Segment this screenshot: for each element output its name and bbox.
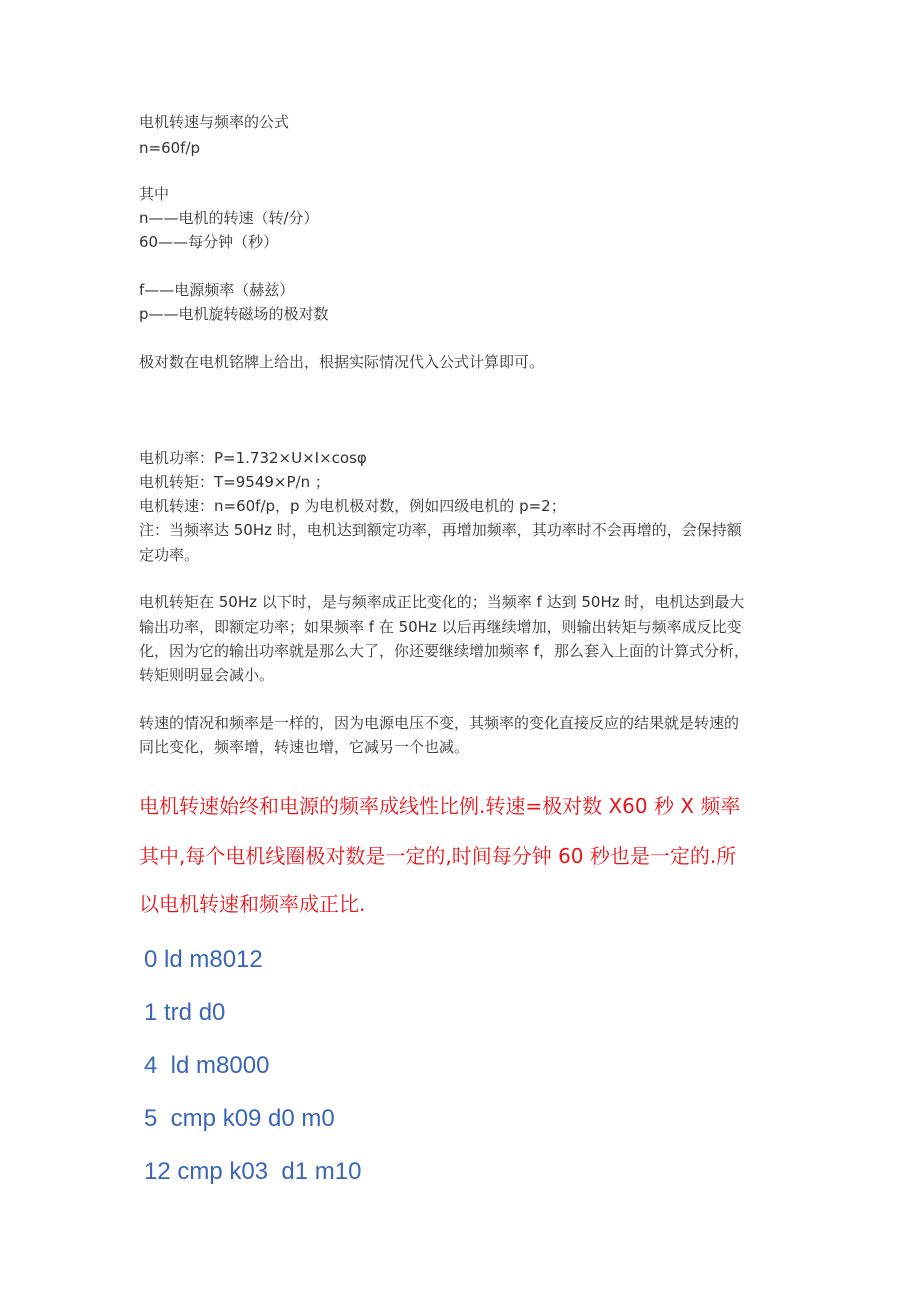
pole-pair-note: 极对数在电机铭牌上给出，根据实际情况代入公式计算即可。 — [139, 353, 545, 371]
code-line: 1 trd d0 — [144, 999, 226, 1026]
speed-formula: 电机转速：n=60f/p，p 为电机极对数，例如四级电机的 p=2； — [139, 497, 566, 515]
definition-f: f——电源频率（赫兹） — [139, 281, 295, 299]
power-formula: 电机功率：P=1.732×U×I×cosφ — [139, 449, 367, 467]
where-label: 其中 — [139, 185, 170, 203]
definition-n: n——电机的转速（转/分） — [139, 209, 319, 227]
code-line: 12 cmp k03 d1 m10 — [144, 1158, 362, 1185]
torque-paragraph-line-4: 转矩则明显会减小。 — [139, 666, 275, 684]
remark-line-1: 注：当频率达 50Hz 时，电机达到额定功率，再增加频率，其功率时不会再增的，会保持额 — [139, 521, 742, 539]
speed-paragraph-line-1: 转速的情况和频率是一样的，因为电源电压不变，其频率的变化直接反应的结果就是转速的 — [139, 714, 740, 732]
highlight-line-3: 以电机转速和频率成正比. — [139, 892, 366, 916]
code-line: 4 ld m8000 — [144, 1052, 270, 1079]
definition-p: p——电机旋转磁场的极对数 — [139, 305, 329, 323]
torque-paragraph-line-1: 电机转矩在 50Hz 以下时，是与频率成正比变化的；当频率 f 达到 50Hz 时，电机达到最大 — [139, 593, 745, 611]
highlight-line-2: 其中,每个电机线圈极对数是一定的,时间每分钟 60 秒也是一定的.所 — [139, 844, 737, 868]
highlight-line-1: 电机转速始终和电源的频率成线性比例.转速=极对数 X60 秒 X 频率 — [139, 794, 741, 818]
torque-paragraph-line-3: 化，因为它的输出功率就是那么大了，你还要继续增加频率 f，那么套入上面的计算式分析， — [139, 642, 750, 660]
code-line: 0 ld m8012 — [144, 946, 263, 973]
remark-line-2: 定功率。 — [139, 546, 200, 564]
torque-formula: 电机转矩：T=9549×P/n ； — [139, 473, 330, 491]
formula-text: n=60f/p — [139, 139, 201, 157]
code-line: 5 cmp k09 d0 m0 — [144, 1105, 335, 1132]
definition-60: 60——每分钟（秒） — [139, 233, 279, 251]
formula-heading: 电机转速与频率的公式 — [139, 113, 290, 131]
torque-paragraph-line-2: 输出功率，即额定功率；如果频率 f 在 50Hz 以后再继续增加，则输出转矩与频率成反比变 — [139, 618, 742, 636]
speed-paragraph-line-2: 同比变化，频率增，转速也增，它减另一个也减。 — [139, 738, 470, 756]
